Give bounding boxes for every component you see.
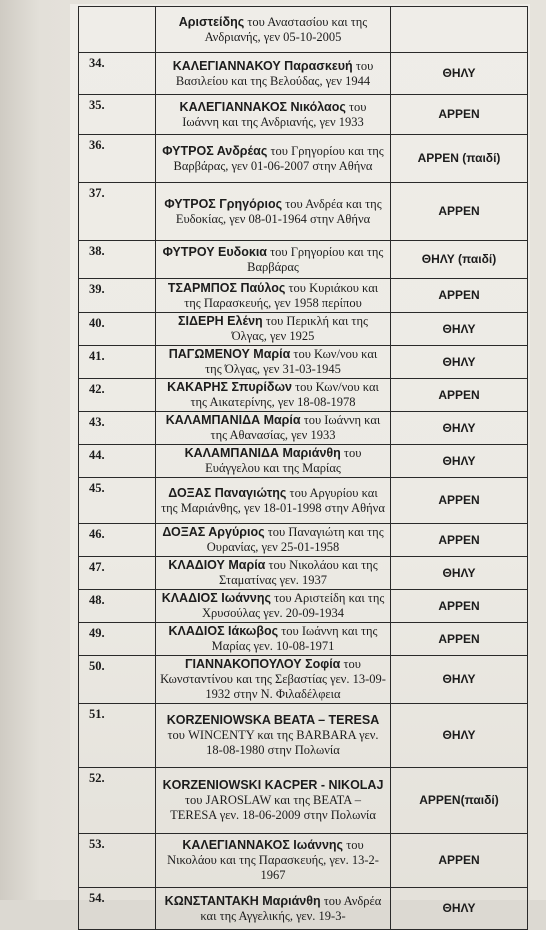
registry-table-body (79, 7, 528, 930)
gender-cell: ΑΡΡΕΝ(παιδί) (391, 768, 528, 834)
person-details: του Περικλή και της Όλγας, γεν 1925 (231, 314, 368, 343)
gender-cell: ΑΡΡΕΝ (παιδί) (391, 135, 528, 183)
table-row (79, 313, 528, 346)
row-number: 48. (79, 590, 156, 623)
person-description (156, 768, 391, 834)
person-details: του Κυριάκου και της Παρασκευής, γεν 1958 περίπου (184, 280, 379, 310)
row-number: 51. (79, 704, 156, 768)
person-description (156, 183, 391, 241)
gender-cell: ΑΡΡΕΝ (391, 95, 528, 135)
person-details: του Νικολάου και της Σταματίνας γεν. 1937 (219, 558, 378, 587)
person-name: ΣΙΔΕΡΗ Ελένη (178, 314, 263, 328)
person-name: ΚΑΛΕΓΙΑΝΝΑΚΟΥ Παρασκευή (172, 58, 353, 73)
table-row (79, 379, 528, 412)
table-row (79, 768, 528, 834)
person-details: του Αργυρίου και της Μαριάνθης, γεν 18-01-1998 στην Αθήνα (161, 485, 385, 515)
person-description (156, 53, 391, 95)
row-number: 46. (79, 524, 156, 557)
person-name: ΦΥΤΡΟΥ Ευδοκια (162, 244, 267, 259)
row-number: 39. (79, 279, 156, 313)
gender-cell: ΑΡΡΕΝ (391, 379, 528, 412)
table-row (79, 241, 528, 279)
person-name: ΦΥΤΡΟΣ Ανδρέας (162, 143, 268, 158)
person-name: ΚΑΛΕΓΙΑΝΝΑΚΟΣ Νικόλαος (179, 99, 346, 114)
row-number: 34. (79, 53, 156, 95)
row-number: 38. (79, 241, 156, 279)
row-number: 49. (79, 623, 156, 656)
person-details: του Ανδρέα και της Ευδοκίας, γεν 08-01-1964 στην Αθήνα (175, 196, 382, 226)
gender-cell: ΑΡΡΕΝ (391, 478, 528, 524)
person-description (156, 445, 391, 478)
person-details: του Ευάγγελου και της Μαρίας (205, 446, 362, 475)
gender-cell: ΘΗΛΥ (391, 53, 528, 95)
table-row (79, 590, 528, 623)
person-details: του Ιωάννη και της Ανδριανής, γεν 1933 (182, 99, 367, 129)
table-row (79, 623, 528, 656)
row-number: 44. (79, 445, 156, 478)
person-details: του JAROSLAW και της BEATA – TERESA γεν. 18-06-2009 στην Πολωνία (170, 793, 376, 822)
gender-cell: ΑΡΡΕΝ (391, 524, 528, 557)
table-row (79, 95, 528, 135)
person-description (156, 888, 391, 930)
person-description (156, 279, 391, 313)
row-number: 50. (79, 656, 156, 704)
person-details: του Κωνσταντίνου και της Σεβαστίας γεν. 13-09-1932 στην Ν. Φιλαδέλφεια (160, 657, 386, 701)
person-description (156, 313, 391, 346)
gender-cell: ΑΡΡΕΝ (391, 590, 528, 623)
person-description (156, 834, 391, 888)
row-number: 53. (79, 834, 156, 888)
person-description (156, 412, 391, 445)
person-details: του Παναγιώτη και της Ουρανίας, γεν 25-01-1958 (206, 525, 384, 554)
row-number: 52. (79, 768, 156, 834)
table-row (79, 656, 528, 704)
person-description (156, 379, 391, 412)
person-name: ΚΑΛΑΜΠΑΝΙΔΑ Μαριάνθη (184, 446, 341, 460)
row-number: 36. (79, 135, 156, 183)
person-name: ΤΣΑΡΜΠΟΣ Παύλος (167, 280, 286, 295)
gender-cell: ΘΗΛΥ (391, 656, 528, 704)
gender-cell: ΘΗΛΥ (391, 412, 528, 445)
person-name: ΦΥΤΡΟΣ Γρηγόριος (164, 196, 283, 211)
person-name: KORZENIOWSKA BEATA – TERESA (166, 713, 380, 727)
person-name: ΚΑΚΑΡΗΣ Σπυρίδων (167, 380, 292, 394)
person-name: ΚΛΑΔΙΟΥ Μαρία (168, 558, 266, 572)
row-number: 47. (79, 557, 156, 590)
person-name: ΚΛΑΔΙΟΣ Ιάκωβος (168, 624, 279, 638)
table-row (79, 183, 528, 241)
person-description (156, 241, 391, 279)
person-description (156, 590, 391, 623)
table-row (79, 412, 528, 445)
person-details: του Νικολάου και της Παρασκευής, γεν. 13-2-1967 (167, 838, 379, 882)
person-description (156, 346, 391, 379)
gender-cell: ΘΗΛΥ (παιδί) (391, 241, 528, 279)
person-details: του WINCENTY και της BARBARA γεν. 18-08-1980 στην Πολωνία (167, 728, 379, 757)
person-description (156, 656, 391, 704)
person-description (156, 623, 391, 656)
person-name: ΚΩΝΣΤΑΝΤΑΚΗ Μαριάνθη (164, 893, 321, 908)
row-number: 41. (79, 346, 156, 379)
table-row (79, 834, 528, 888)
gender-cell (391, 7, 528, 53)
gender-cell: ΘΗΛΥ (391, 445, 528, 478)
person-description (156, 704, 391, 768)
table-row (79, 478, 528, 524)
person-description (156, 524, 391, 557)
person-details: του Ιωάννη και της Αθανασίας, γεν 1933 (210, 413, 381, 442)
person-details: του Αριστείδη και της Χρυσούλας γεν. 20-09-1934 (201, 591, 385, 620)
table-row (79, 7, 528, 53)
person-details: του Κων/νου και της Αικατερίνης, γεν 18-08-1978 (190, 380, 379, 409)
table-row (79, 346, 528, 379)
table-row (79, 53, 528, 95)
person-details: του Γρηγορίου και της Βαρβάρας (247, 244, 384, 274)
person-details: του Αναστασίου και της Ανδριανής, γεν 05-10-2005 (204, 14, 368, 44)
person-details: του Γρηγορίου και της Βαρβάρας, γεν 01-06-2007 στην Αθήνα (173, 143, 384, 173)
person-details: του Βασιλείου και της Βελούδας, γεν 1944 (175, 58, 374, 88)
person-details: του Ανδρέα και της Αγγελικής, γεν. 19-3- (200, 893, 382, 923)
table-row (79, 524, 528, 557)
person-name: Αριστείδης (178, 14, 245, 29)
person-description (156, 135, 391, 183)
row-number: 54. (79, 888, 156, 930)
person-name: ΔΟΞΑΣ Αργύριος (162, 525, 265, 539)
table-row (79, 135, 528, 183)
row-number: 45. (79, 478, 156, 524)
person-description (156, 7, 391, 53)
person-name: ΠΑΓΩΜΕΝΟΥ Μαρία (168, 347, 291, 361)
row-number (79, 7, 156, 53)
gender-cell: ΘΗΛΥ (391, 557, 528, 590)
table-row (79, 704, 528, 768)
table-row (79, 279, 528, 313)
person-name: ΚΑΛΕΓΙΑΝΝΑΚΟΣ Ιωάννης (182, 838, 344, 852)
row-number: 37. (79, 183, 156, 241)
row-number: 40. (79, 313, 156, 346)
person-name: KORZENIOWSKI KACPER - NIKOLAJ (162, 778, 384, 792)
table-row (79, 445, 528, 478)
person-name: ΚΛΑΔΙΟΣ Ιωάννης (161, 591, 271, 605)
person-details: του Κων/νου και της Όλγας, γεν 31-03-1945 (205, 347, 378, 376)
gender-cell: ΘΗΛΥ (391, 313, 528, 346)
gender-cell: ΑΡΡΕΝ (391, 623, 528, 656)
gender-cell: ΑΡΡΕΝ (391, 183, 528, 241)
gender-cell: ΘΗΛΥ (391, 346, 528, 379)
row-number: 43. (79, 412, 156, 445)
gender-cell: ΑΡΡΕΝ (391, 279, 528, 313)
person-name: ΔΟΞΑΣ Παναγιώτης (168, 485, 287, 500)
person-description (156, 95, 391, 135)
person-details: του Ιωάννη και της Μαρίας γεν. 10-08-1971 (211, 624, 378, 653)
table-row (79, 888, 528, 930)
row-number: 35. (79, 95, 156, 135)
registry-table (78, 6, 528, 930)
table-row (79, 557, 528, 590)
gender-cell: ΑΡΡΕΝ (391, 834, 528, 888)
person-name: ΓΙΑΝΝΑΚΟΠΟΥΛΟΥ Σοφία (185, 657, 341, 671)
gender-cell: ΘΗΛΥ (391, 888, 528, 930)
gender-cell: ΘΗΛΥ (391, 704, 528, 768)
row-number: 42. (79, 379, 156, 412)
person-name: ΚΑΛΑΜΠΑΝΙΔΑ Μαρία (165, 413, 301, 427)
person-description (156, 557, 391, 590)
person-description (156, 478, 391, 524)
